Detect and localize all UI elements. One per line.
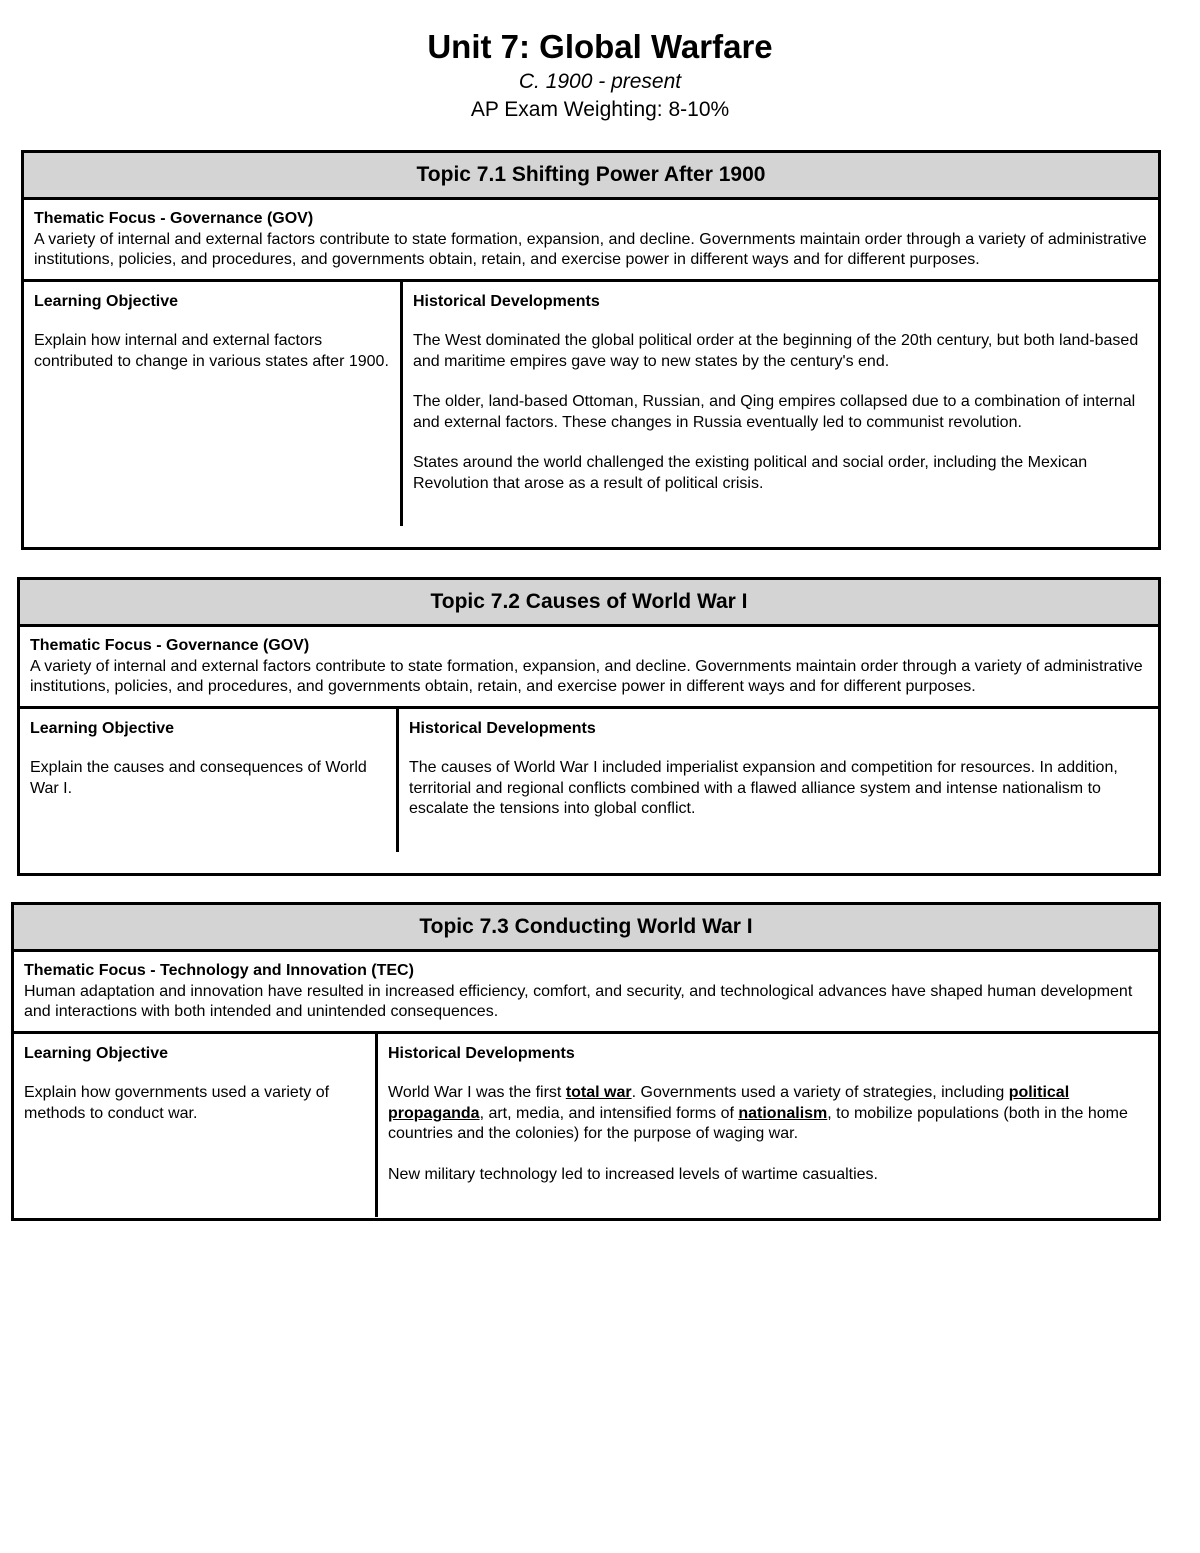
unit-dates: C. 1900 - present <box>518 70 682 93</box>
development-text: . Governments used a variety of strategies, including <box>631 1084 1009 1101</box>
thematic-focus-text: A variety of internal and external factors contribute to state formation, expansion, and decline. Governments maintain order through a variety of administrative institutions, policies, and procedures, and governments obtain, retain, and exercise power in different ways and for different purposes. <box>30 657 1143 695</box>
topic-columns <box>24 282 1158 526</box>
development-text: , to mobilize populations (both in the home countries and the colonies) for the purpose of waging war. <box>388 1104 1128 1142</box>
thematic-focus <box>20 627 1158 709</box>
learning-objective-label: Learning Objective <box>34 292 179 310</box>
historical-developments-label: Historical Developments <box>413 292 600 310</box>
development-item: New military technology led to increased levels of wartime casualties. <box>388 1165 878 1183</box>
topic-columns <box>20 709 1158 852</box>
topic-7-2-table <box>17 577 1161 876</box>
key-term-total-war: total war <box>565 1084 632 1101</box>
topic-heading: Topic 7.3 Conducting World War I <box>14 905 1158 952</box>
unit-title: Unit 7: Global Warfare <box>427 28 773 65</box>
development-item: States around the world challenged the existing political and social order, including the Mexican Revolution that arose as a result of political crisis. <box>413 454 1088 492</box>
development-item: The causes of World War I included imperialist expansion and competition for resources. In addition, territorial and regional conflicts combined with a flawed alliance system and intense nationalism to escalate the tensions into global conflict. <box>409 759 1118 817</box>
thematic-focus <box>14 952 1158 1034</box>
thematic-focus-text: Human adaptation and innovation have resulted in increased efficiency, comfort, and security, and technological advances have shaped human development and interactions with both intended and unintended consequences. <box>24 982 1133 1020</box>
exam-weighting: AP Exam Weighting: 8-10% <box>470 98 730 121</box>
historical-developments-label: Historical Developments <box>409 719 596 737</box>
historical-developments-cell <box>378 1034 1158 1217</box>
key-term-political-propaganda: political propaganda <box>388 1084 1070 1122</box>
historical-developments-label: Historical Developments <box>388 1044 575 1062</box>
topic-7-3-table <box>11 902 1161 1221</box>
topic-heading: Topic 7.1 Shifting Power After 1900 <box>24 153 1158 200</box>
learning-objective-text: Explain how governments used a variety of methods to conduct war. <box>24 1084 330 1122</box>
development-text: World War I was the first <box>388 1084 566 1101</box>
development-item: The older, land-based Ottoman, Russian, and Qing empires collapsed due to a combination of internal and external factors. These changes in Russia eventually led to communist revolution. <box>413 393 1136 431</box>
learning-objective-text: Explain how internal and external factors contributed to change in various states after 1900. <box>34 332 389 370</box>
key-term-nationalism: nationalism <box>738 1104 828 1122</box>
topic-7-1-table <box>21 150 1161 550</box>
learning-objective-label: Learning Objective <box>30 719 175 737</box>
topic-heading: Topic 7.2 Causes of World War I <box>20 580 1158 627</box>
thematic-focus-title: Thematic Focus - Governance (GOV) <box>30 637 310 654</box>
document-header <box>0 26 1200 124</box>
historical-developments-cell <box>403 282 1158 526</box>
learning-objective-cell <box>20 709 399 852</box>
thematic-focus <box>24 200 1158 282</box>
thematic-focus-text: A variety of internal and external factors contribute to state formation, expansion, and decline. Governments maintain order through a variety of administrative institutions, policies, and procedures, and governments obtain, retain, and exercise power in different ways and for different purposes. <box>34 230 1147 268</box>
topic-columns <box>14 1034 1158 1217</box>
learning-objective-label: Learning Objective <box>24 1044 169 1062</box>
thematic-focus-title: Thematic Focus - Technology and Innovation (TEC) <box>24 962 414 979</box>
development-text: , art, media, and intensified forms of <box>479 1104 739 1122</box>
learning-objective-text: Explain the causes and consequences of World War I. <box>30 759 367 797</box>
development-item <box>388 1083 1148 1145</box>
learning-objective-cell <box>14 1034 378 1217</box>
development-item: The West dominated the global political order at the beginning of the 20th century, but both land-based and maritime empires gave way to new states by the century's end. <box>413 332 1139 370</box>
thematic-focus-title: Thematic Focus - Governance (GOV) <box>34 210 314 227</box>
learning-objective-cell <box>24 282 403 526</box>
historical-developments-cell <box>399 709 1158 852</box>
